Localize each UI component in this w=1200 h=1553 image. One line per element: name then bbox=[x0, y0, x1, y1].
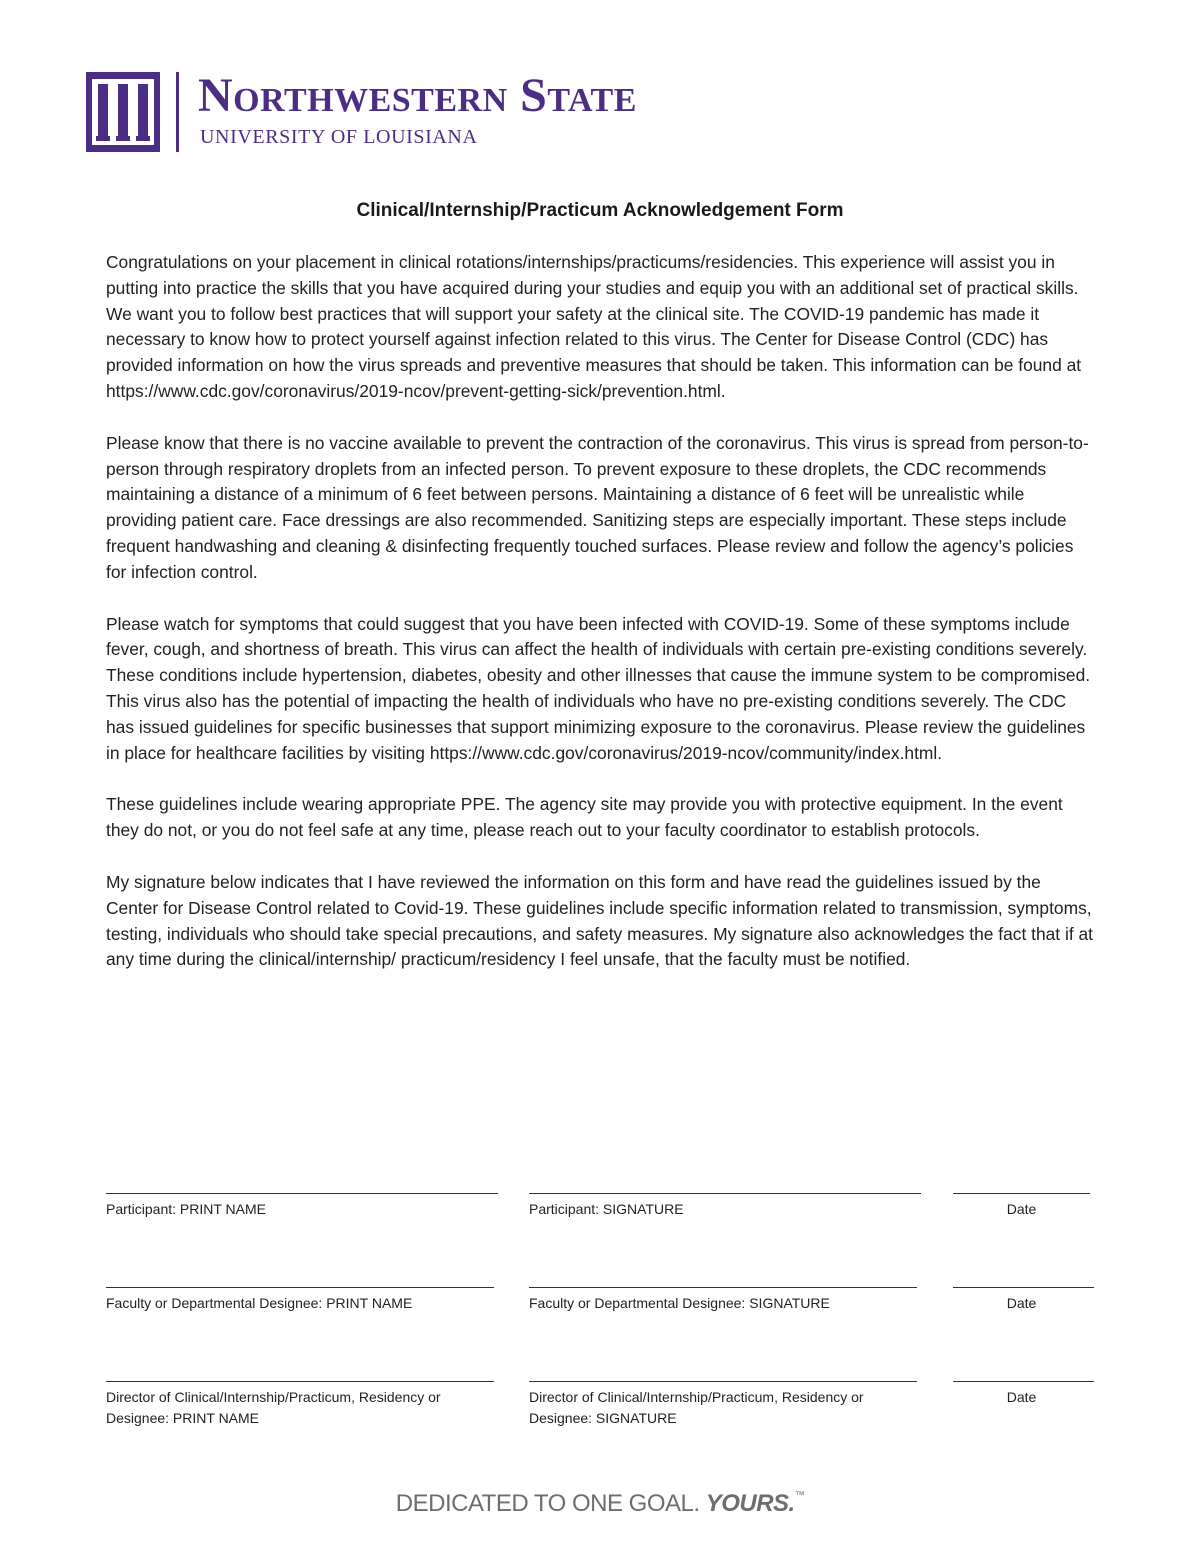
logo-divider bbox=[176, 72, 179, 152]
signature-line[interactable] bbox=[529, 1193, 921, 1194]
print-name-label: Faculty or Departmental Designee: PRINT NAME bbox=[106, 1295, 413, 1311]
paragraph-symptoms: Please watch for symptoms that could suggest that you have been infected with COVID-19. Some of these symptoms include fever, cough, and shortness of breath. This virus can affect the health of individuals with certain pre-existing conditions severely. These conditions include hypertension, diabetes, obesity and other illnesses that cause the immune system to be compromised. This virus also has the potential of impacting the health of individuals who have no pre-existing conditions severely. The CDC has issued guidelines for specific businesses that support minimizing exposure to the coronavirus. Please review the guidelines in place for healthcare facilities by visiting https://www.cdc.gov/coronavirus/2019-ncov/community/index.html. bbox=[106, 613, 1091, 763]
paragraph-ppe: These guidelines include wearing appropriate PPE. The agency site may provide you with protective equipment. In the event they do not, or you do not feel safe at any time, please reach out to your faculty coordinator to establish protocols. bbox=[106, 794, 1063, 841]
signature-line[interactable] bbox=[529, 1287, 917, 1288]
date-line[interactable] bbox=[953, 1381, 1094, 1382]
university-subtitle: UNIVERSITY OF LOUISIANA bbox=[200, 126, 478, 148]
print-name-label: Director of Clinical/Internship/Practicum, Residency or Designee: PRINT NAME bbox=[106, 1389, 441, 1426]
tagline-emphasis: YOURS. bbox=[705, 1490, 795, 1517]
signature-label: Participant: SIGNATURE bbox=[529, 1201, 684, 1217]
date-label: Date bbox=[1006, 1201, 1037, 1217]
print-name-line[interactable] bbox=[106, 1193, 498, 1194]
columns-icon bbox=[86, 72, 160, 152]
date-label: Date bbox=[1006, 1295, 1037, 1311]
date-line[interactable] bbox=[953, 1193, 1090, 1194]
print-name-line[interactable] bbox=[106, 1287, 494, 1288]
print-name-line[interactable] bbox=[106, 1381, 494, 1382]
signature-label: Director of Clinical/Internship/Practicum, Residency or Designee: SIGNATURE bbox=[529, 1389, 864, 1426]
footer-tagline bbox=[0, 1490, 1200, 1518]
date-label: Date bbox=[1006, 1389, 1037, 1405]
tagline-main: DEDICATED TO ONE GOAL. bbox=[395, 1490, 700, 1517]
signature-line[interactable] bbox=[529, 1381, 917, 1382]
date-line[interactable] bbox=[953, 1287, 1094, 1288]
print-name-label: Participant: PRINT NAME bbox=[106, 1201, 267, 1217]
paragraph-acknowledgement: My signature below indicates that I have reviewed the information on this form and have read the guidelines issued by the Center for Disease Control related to Covid-19. These guidelines include specific information related to transmission, symptoms, testing, individuals who should take special precautions, and safety measures. My signature also acknowledges the fact that if at any time during the clinical/internship/ practicum/residency I feel unsafe, that the faculty must be notified. bbox=[106, 871, 1093, 970]
university-name: Northwestern State bbox=[198, 69, 637, 122]
university-logo bbox=[86, 69, 846, 154]
signature-label: Faculty or Departmental Designee: SIGNATURE bbox=[529, 1295, 830, 1311]
paragraph-prevention: Please know that there is no vaccine available to prevent the contraction of the coronavirus. This virus is spread from person-to-person through respiratory droplets from an infected person. To prevent exposure to these droplets, the CDC recommends maintaining a distance of a minimum of 6 feet between persons. Maintaining a distance of 6 feet will be unrealistic while providing patient care. Face dressings are also recommended. Sanitizing steps are especially important. These steps include frequent handwashing and cleaning & disinfecting frequently touched surfaces. Please review and follow the agency’s policies for infection control. bbox=[106, 432, 1089, 582]
form-body bbox=[106, 250, 1096, 999]
form-title: Clinical/Internship/Practicum Acknowledgement Form bbox=[356, 200, 844, 221]
paragraph-intro: Congratulations on your placement in clinical rotations/internships/practicums/residencies. This experience will assist you in putting into practice the skills that you have acquired during your studies and equip you with an additional set of practical skills. We want you to follow best practices that will support your safety at the clinical site. The COVID-19 pandemic has made it necessary to know how to protect yourself against infection related to this virus. The Center for Disease Control (CDC) has provided information on how the virus spreads and preventive measures that should be taken. This information can be found at https://www.cdc.gov/coronavirus/2019-ncov/prevent-getting-sick/prevention.html. bbox=[106, 252, 1082, 401]
trademark-mark: ™ bbox=[794, 1490, 805, 1501]
